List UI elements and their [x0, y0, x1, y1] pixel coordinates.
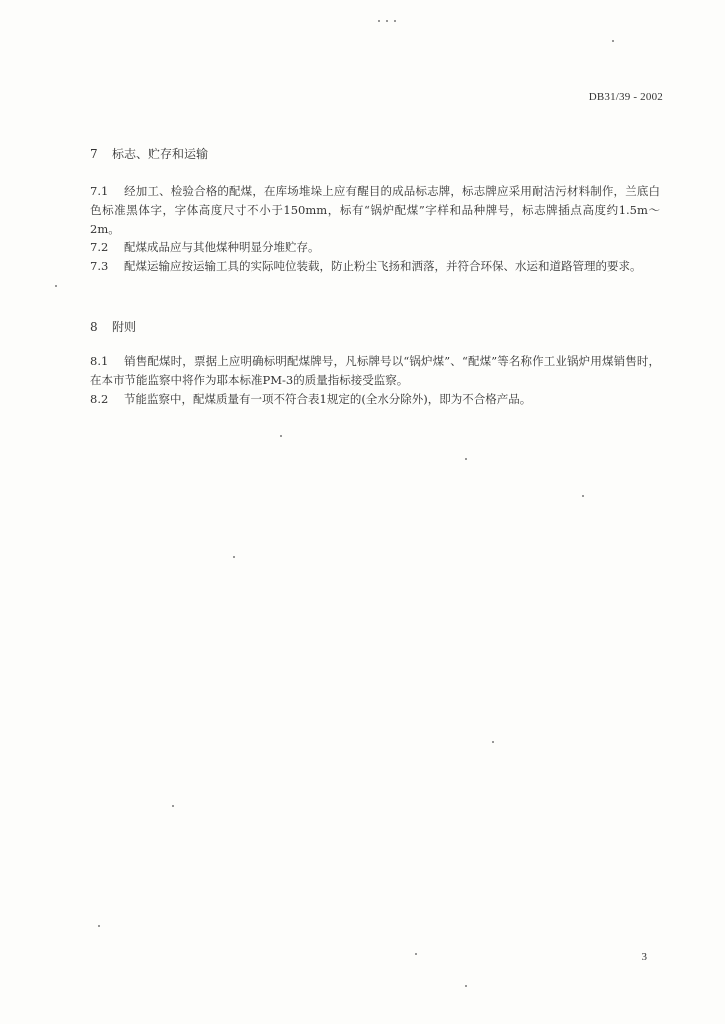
scan-speck: [172, 805, 174, 807]
clause-number: 7.3: [90, 259, 109, 273]
scan-speck: [465, 985, 467, 987]
scan-speck: [55, 285, 57, 287]
clause-text: 节能监察中，配煤质量有一项不符合表1规定的(全水分除外)，即为不合格产品。: [124, 392, 532, 406]
clause-number: 8.2: [90, 392, 109, 406]
scan-speck: [465, 458, 467, 460]
clause-text: 销售配煤时，票据上应明确标明配煤牌号，凡标牌号以“锅炉煤”、“配煤”等名称作工业锅炉用煤销售时，在本市节能监察中将作为耶本标准PM-3的质量指标接受监察。: [90, 354, 660, 387]
section-8-number: 8: [90, 320, 98, 334]
scan-speck: [233, 556, 235, 558]
scan-speck: [98, 925, 100, 927]
clause-7-2: [90, 238, 660, 257]
page-number: 3: [641, 951, 647, 963]
clause-number: 7.1: [90, 184, 109, 198]
scan-speck: [582, 495, 584, 497]
standard-code: DB31/39 - 2002: [588, 91, 663, 103]
clause-number: 7.2: [90, 240, 109, 254]
scan-speck: [394, 20, 396, 22]
clause-8-2: [90, 390, 660, 409]
scan-speck: [386, 20, 388, 22]
scan-speck: [415, 953, 417, 955]
section-8-title: 附则: [112, 320, 137, 334]
scan-speck: [378, 20, 380, 22]
clause-7-3: [90, 257, 660, 276]
section-7-number: 7: [90, 147, 98, 161]
clause-text: 经加工、检验合格的配煤，在库场堆垛上应有醒目的成品标志牌，标志牌应采用耐洁污材料制作，兰底白色标准黑体字，字体高度尺寸不小于150mm，标有“锅炉配煤”字样和品种牌号，标志牌插点高度约1.5m～2m。: [90, 184, 660, 236]
section-7-title: 标志、贮存和运输: [112, 147, 209, 161]
clause-7-1: [90, 182, 660, 239]
clause-8-1: [90, 352, 660, 390]
clause-text: 配煤成品应与其他煤种明显分堆贮存。: [124, 240, 320, 254]
scan-speck: [612, 40, 614, 42]
clause-number: 8.1: [90, 354, 109, 368]
section-7-heading: [90, 145, 208, 162]
section-8-heading: [90, 318, 136, 335]
scan-speck: [492, 741, 494, 743]
clause-text: 配煤运输应按运输工具的实际吨位装载，防止粉尘飞扬和洒落，并符合环保、水运和道路管理的要求。: [124, 259, 642, 273]
scan-speck: [280, 435, 282, 437]
